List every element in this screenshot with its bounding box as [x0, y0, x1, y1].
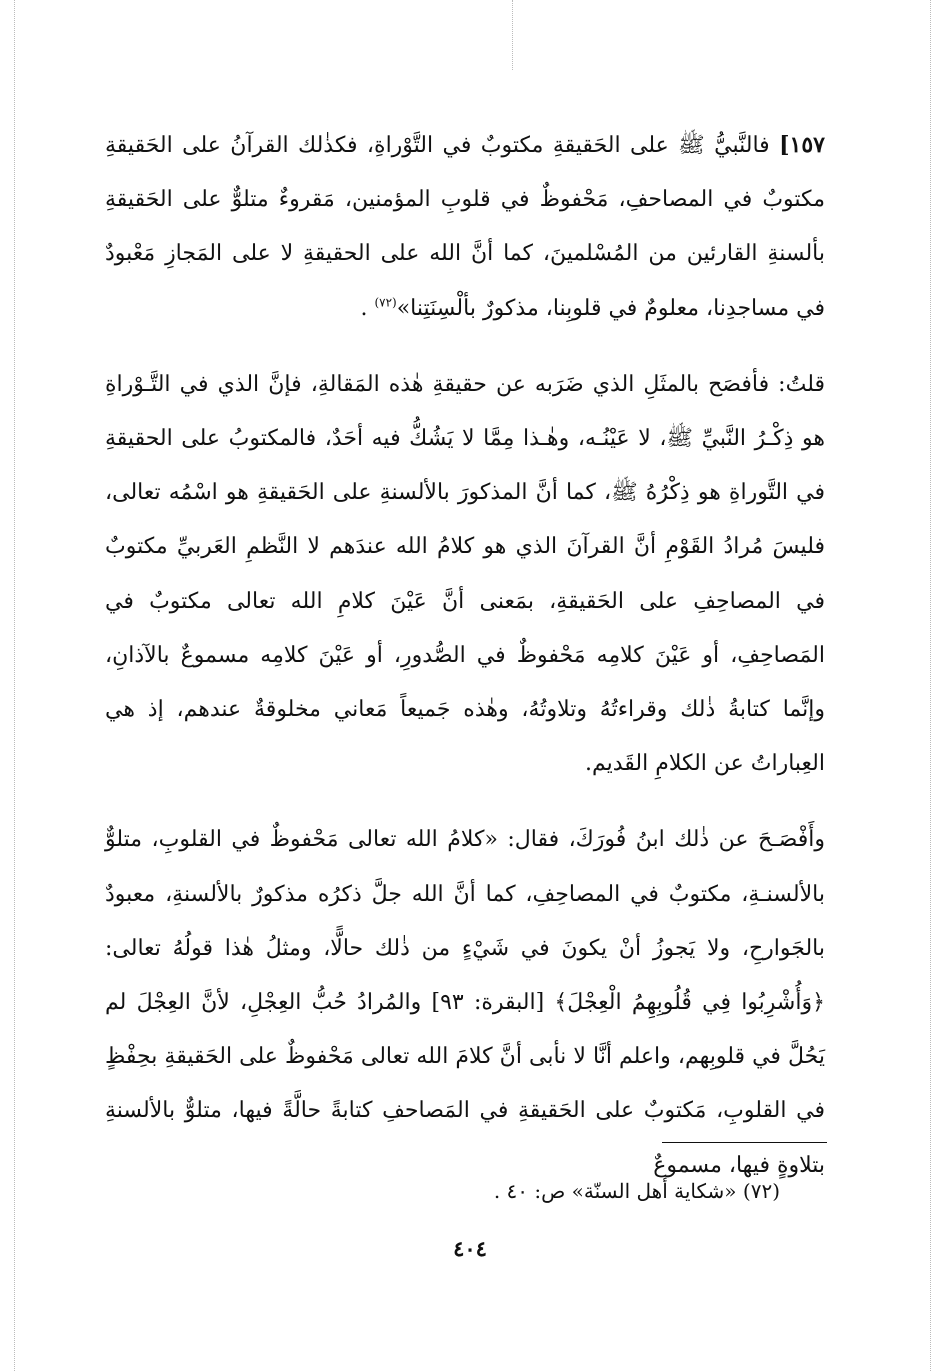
- paragraph: قلتُ: فأفصَح بالمثَلِ الذي ضَرَبه عن حقيقةِ هٰذه المَقالةِ، فإنَّ الذي في التَّـوْراةِ هو ذِكْـرُ النَّبيِّ ﷺ، لا عَيْنُـه، وهٰـذا مِمَّا لا يَشُكُّ فيه أحَدٌ، فالمكتوبُ على الحقيقةِ في التَّوراةِ هو ذِكْرُهُ ﷺ، كما أنَّ المذكورَ بالألسنةِ على الحَقيقةِ هو اسْمُه تعالى، فليسَ مُرادُ القَوْمِ أنَّ القرآنَ الذي هو كلامُ الله عندَهم لا النَّظمِ العَربيِّ مكتوبٌ في المصاحِفِ على الحَقيقةِ، بمَعنى أنَّ عَيْنَ كلامِ الله تعالى مكتوبٌ في المَصاحِفِ، أو عَيْنَ كلامِه مَحْفوظٌ في الصُّدورِ، أو عَيْنَ كلامِه مسموعٌ بالآذانِ، وإنَّما كتابةُ ذٰلك وقراءتُهُ وتلاوتُهُ، وهٰذه جَميعاً مَعاني مخلوقةٌ عندهم، إذ هي العِباراتُ عن الكلامِ القَديم.: [105, 371, 825, 777]
- footnote-reference[interactable]: (٧٢): [374, 295, 397, 310]
- paragraph-end: .: [360, 295, 375, 321]
- page-number: ٤٠٤: [453, 1236, 487, 1261]
- paragraph-number: ١٥٧]: [779, 132, 825, 158]
- paragraph: وأَفْصَـحَ عن ذٰلك ابنُ فُورَكَ، فقال: «كلامُ الله تعالى مَحْفوظٌ في القلوبِ، متلوٌّ بالألسنـةِ، مكتوبٌ في المصاحِفِ، كما أنَّ الله جلَّ ذكرُه مذكورٌ بالألسنةِ، معبودٌ بالجَوارحِ، ولا يَجوزُ أنْ يكونَ في شَيْءٍ من ذٰلك حالًّا، ومثلُ هٰذا قولُهُ تعالى: ﴿وَأُشْرِبُوا فِي قُلُوبِهِمُ الْعِجْلَ﴾ [البقرة: ٩٣] والمُرادُ حُبُّ العِجْلِ، لأنَّ العِجْلَ لم يَحُلَّ في قلوبِهم، واعلم أنَّا لا نأبى أنَّ كلامَ الله تعالى مَحْفوظٌ على الحَقيقةِ بحِفْظٍ في القلوبِ، مَكتوبٌ على الحَقيقةِ في المَصاحفِ كتابةً حالَّةً فيها، متلوٌّ بالألسنةِ بتلاوةٍ فيها، مسموعٌ: [105, 827, 825, 1178]
- footnote-divider: [662, 1142, 827, 1143]
- scan-edge-mark: [930, 0, 931, 1371]
- paragraph-gap: [105, 336, 825, 358]
- paragraph-text: فالنَّبيُّ ﷺ على الحَقيقةِ مكتوبٌ في التَّوْراةِ، فكذٰلك القرآنُ على الحَقيقةِ مكتوبٌ في المصاحفِ، مَحْفوظٌ في قلوبِ المؤمنين، مَقروءٌ متلوٌّ على الحَقيقةِ بألسنةِ القارئين من المُسْلمينَ، كما أنَّ الله على الحقيقةِ لا على المَجازِ مَعْبودٌ في مساجدِنا، معلومٌ في قلوبِنا، مذكورٌ بألْسِنَتِنا»: [105, 133, 825, 321]
- paragraph-gap: [105, 791, 825, 813]
- footnote: (٧٢) «شكاية أهل السنّة» ص: ٤٠ .: [493, 1179, 780, 1203]
- scan-edge-mark: [512, 0, 513, 70]
- scan-edge-mark: [14, 0, 15, 1371]
- main-text: [105, 118, 825, 1193]
- paragraph: [105, 118, 825, 336]
